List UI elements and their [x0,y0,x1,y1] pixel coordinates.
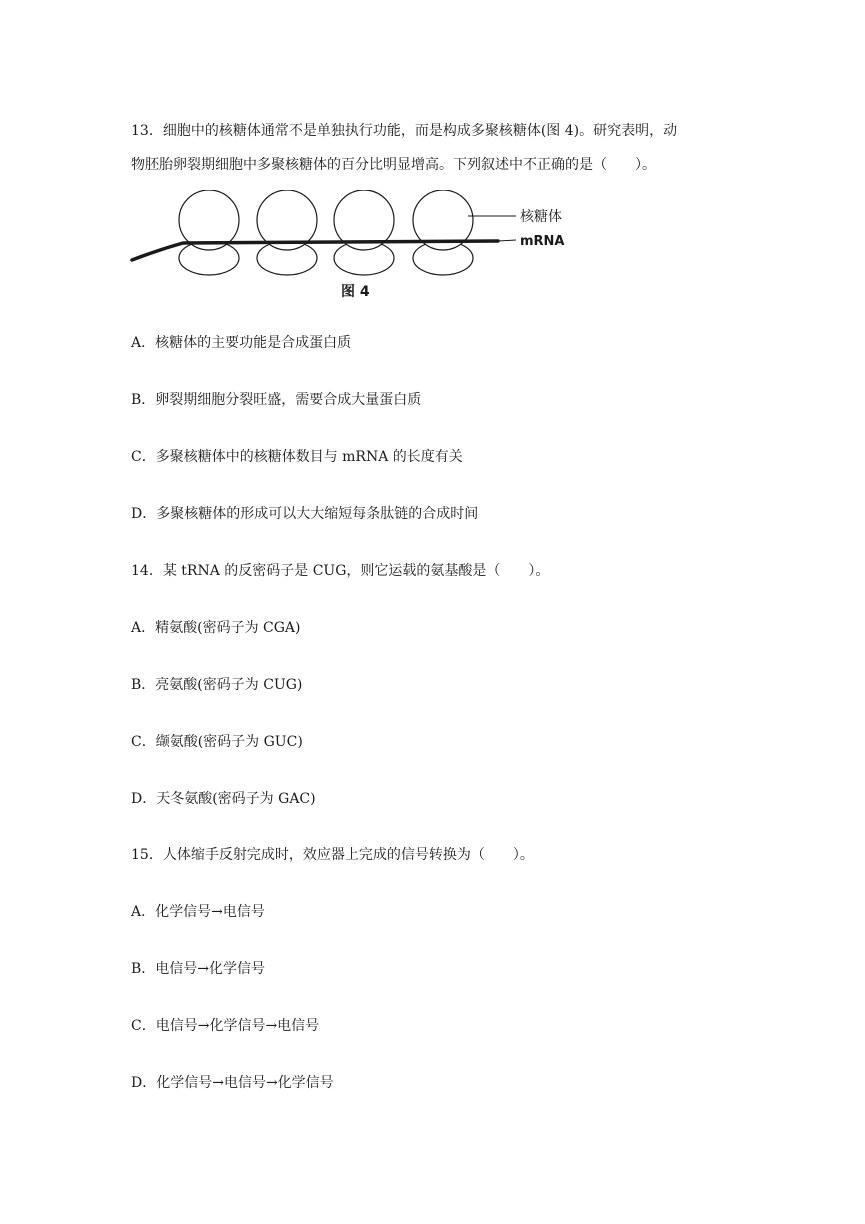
question-14-option-c[interactable]: C．缬氨酸(密码子为 GUC) [131,734,303,750]
mrna-label: mRNA [520,234,565,249]
question-15-option-c[interactable]: C．电信号→化学信号→电信号 [131,1018,320,1034]
question-14-stem-text: 某 tRNA 的反密码子是 CUG，则它运载的氨基酸是（ ）。 [162,563,550,579]
question-15-option-a[interactable]: A．化学信号→电信号 [131,904,265,920]
question-15-option-b[interactable]: B．电信号→化学信号 [131,961,266,977]
question-13-option-d[interactable]: D．多聚核糖体的形成可以大大缩短每条肽链的合成时间 [131,506,479,522]
polyribosome-figure [128,190,578,302]
question-13-stem-line-1 [131,121,677,141]
question-14-option-a[interactable]: A．精氨酸(密码子为 CGA) [131,620,301,636]
question-15-number: 15． [131,847,163,863]
question-14-option-d[interactable]: D．天冬氨酸(密码子为 GAC) [131,791,316,807]
question-14-stem [131,561,549,581]
question-13-option-a[interactable]: A．核糖体的主要功能是合成蛋白质 [131,335,352,351]
mrna-leader-line [498,240,516,241]
question-13-option-b[interactable]: B．卵裂期细胞分裂旺盛，需要合成大量蛋白质 [131,392,422,408]
question-15-option-d[interactable]: D．化学信号→电信号→化学信号 [131,1075,334,1091]
question-14-option-b[interactable]: B．亮氨酸(密码子为 CUG) [131,677,303,693]
figure-caption: 图 4 [341,284,370,300]
ribosome-label: 核糖体 [520,209,562,225]
question-15-stem-text: 人体缩手反射完成时，效应器上完成的信号转换为（ ）。 [162,847,534,863]
question-13-stem-text-1: 细胞中的核糖体通常不是单独执行功能，而是构成多聚核糖体(图 4)。研究表明，动 [162,123,678,139]
question-13-number: 13． [131,123,163,139]
question-13-stem-line-2: 物胚胎卵裂期细胞中多聚核糖体的百分比明显增高。下列叙述中不正确的是（ ）。 [131,157,656,173]
question-13-option-c[interactable]: C．多聚核糖体中的核糖体数目与 mRNA 的长度有关 [131,449,463,465]
question-14-number: 14． [131,563,163,579]
question-15-stem [131,845,534,865]
